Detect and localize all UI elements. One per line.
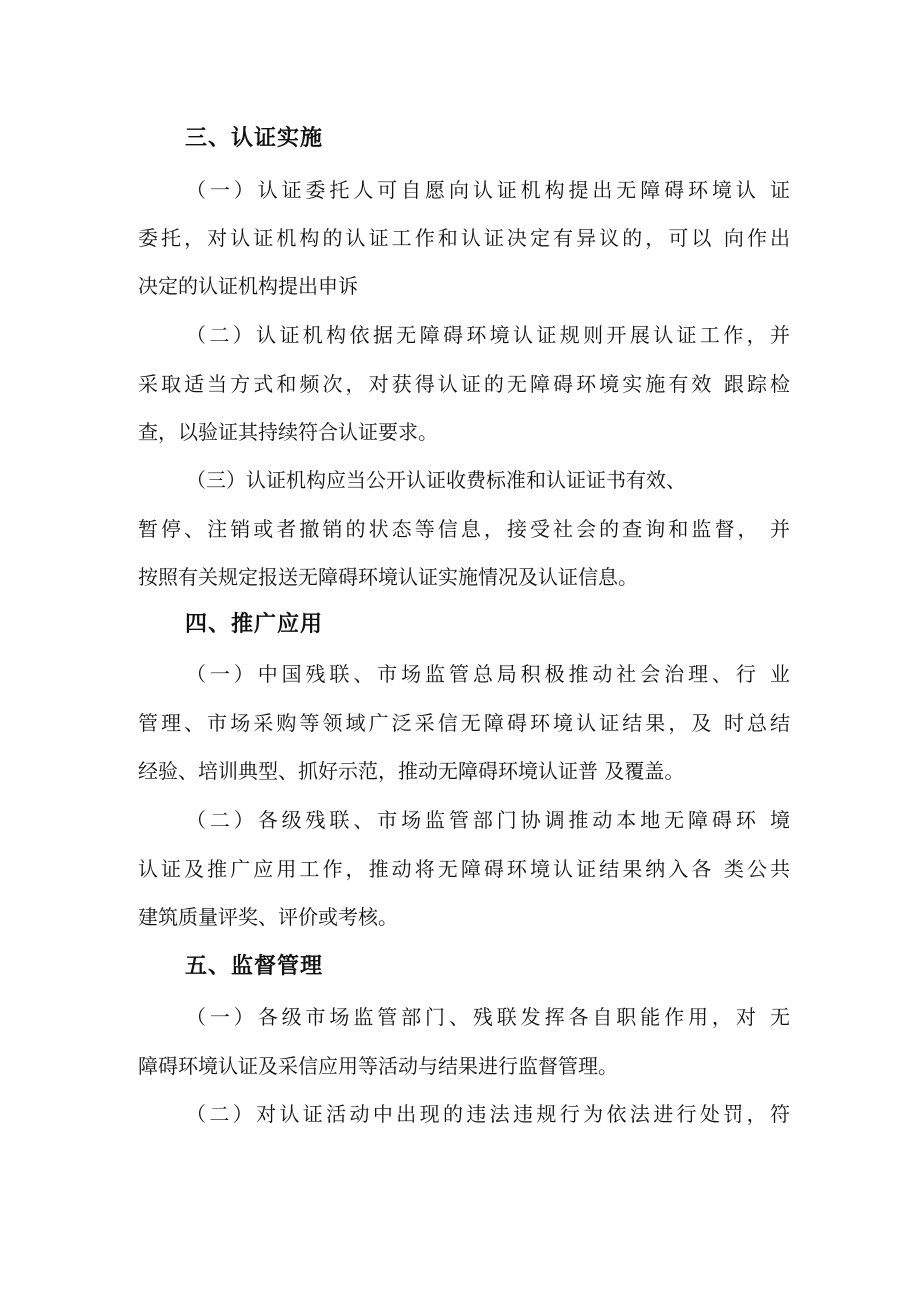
paragraph-line: 暂停、注销或者撤销的状态等信息，接受社会的查询和监督， 并 <box>138 517 790 541</box>
paragraph-line: 按照有关规定报送无障碍环境认证实施情况及认证信息。 <box>138 565 638 589</box>
paragraph-line: 采取适当方式和频次，对获得认证的无障碍环境实施有效 跟踪检 <box>138 372 790 396</box>
paragraph-line: 委托，对认证机构的认证工作和认证决定有异议的，可以 向作出 <box>138 226 790 250</box>
section-heading-promotion: 四、推广应用 <box>185 612 324 637</box>
paragraph-line: 经验、培训典型、抓好示范，推动无障碍环境认证普 及覆盖。 <box>138 759 685 783</box>
paragraph-line: 建筑质量评奖、评价或考核。 <box>138 905 398 929</box>
paragraph-line: 管理、市场采购等领域广泛采信无障碍环境认证结果，及 时总结 <box>138 711 790 735</box>
section-heading-supervision: 五、监督管理 <box>185 954 324 979</box>
paragraph-line: （二）各级残联、市场监管部门协调推动本地无障碍环 境 <box>186 808 790 832</box>
paragraph-line: 障碍环境认证及采信应用等活动与结果进行监督管理。 <box>138 1054 618 1078</box>
paragraph-line: 查，以验证其持续符合认证要求。 <box>138 420 438 444</box>
paragraph-line: （一）中国残联、市场监管总局积极推动社会治理、行 业 <box>186 662 790 686</box>
paragraph-line: （一）各级市场监管部门、残联发挥各自职能作用，对 无 <box>186 1005 790 1029</box>
paragraph-line: （三）认证机构应当公开认证收费标准和认证证书有效、 <box>186 468 686 492</box>
paragraph-line: 认证及推广应用工作，推动将无障碍环境认证结果纳入各 类公共 <box>138 857 790 881</box>
section-heading-implementation: 三、认证实施 <box>185 126 324 151</box>
paragraph-line: （二）对认证活动中出现的违法违规行为依法进行处罚，符 <box>186 1102 790 1126</box>
paragraph-line: （一）认证委托人可自愿向认证机构提出无障碍环境认 证 <box>186 178 790 202</box>
paragraph-line: （二）认证机构依据无障碍环境认证规则开展认证工作，并 <box>186 323 790 347</box>
paragraph-line: 决定的认证机构提出申诉 <box>138 274 358 298</box>
